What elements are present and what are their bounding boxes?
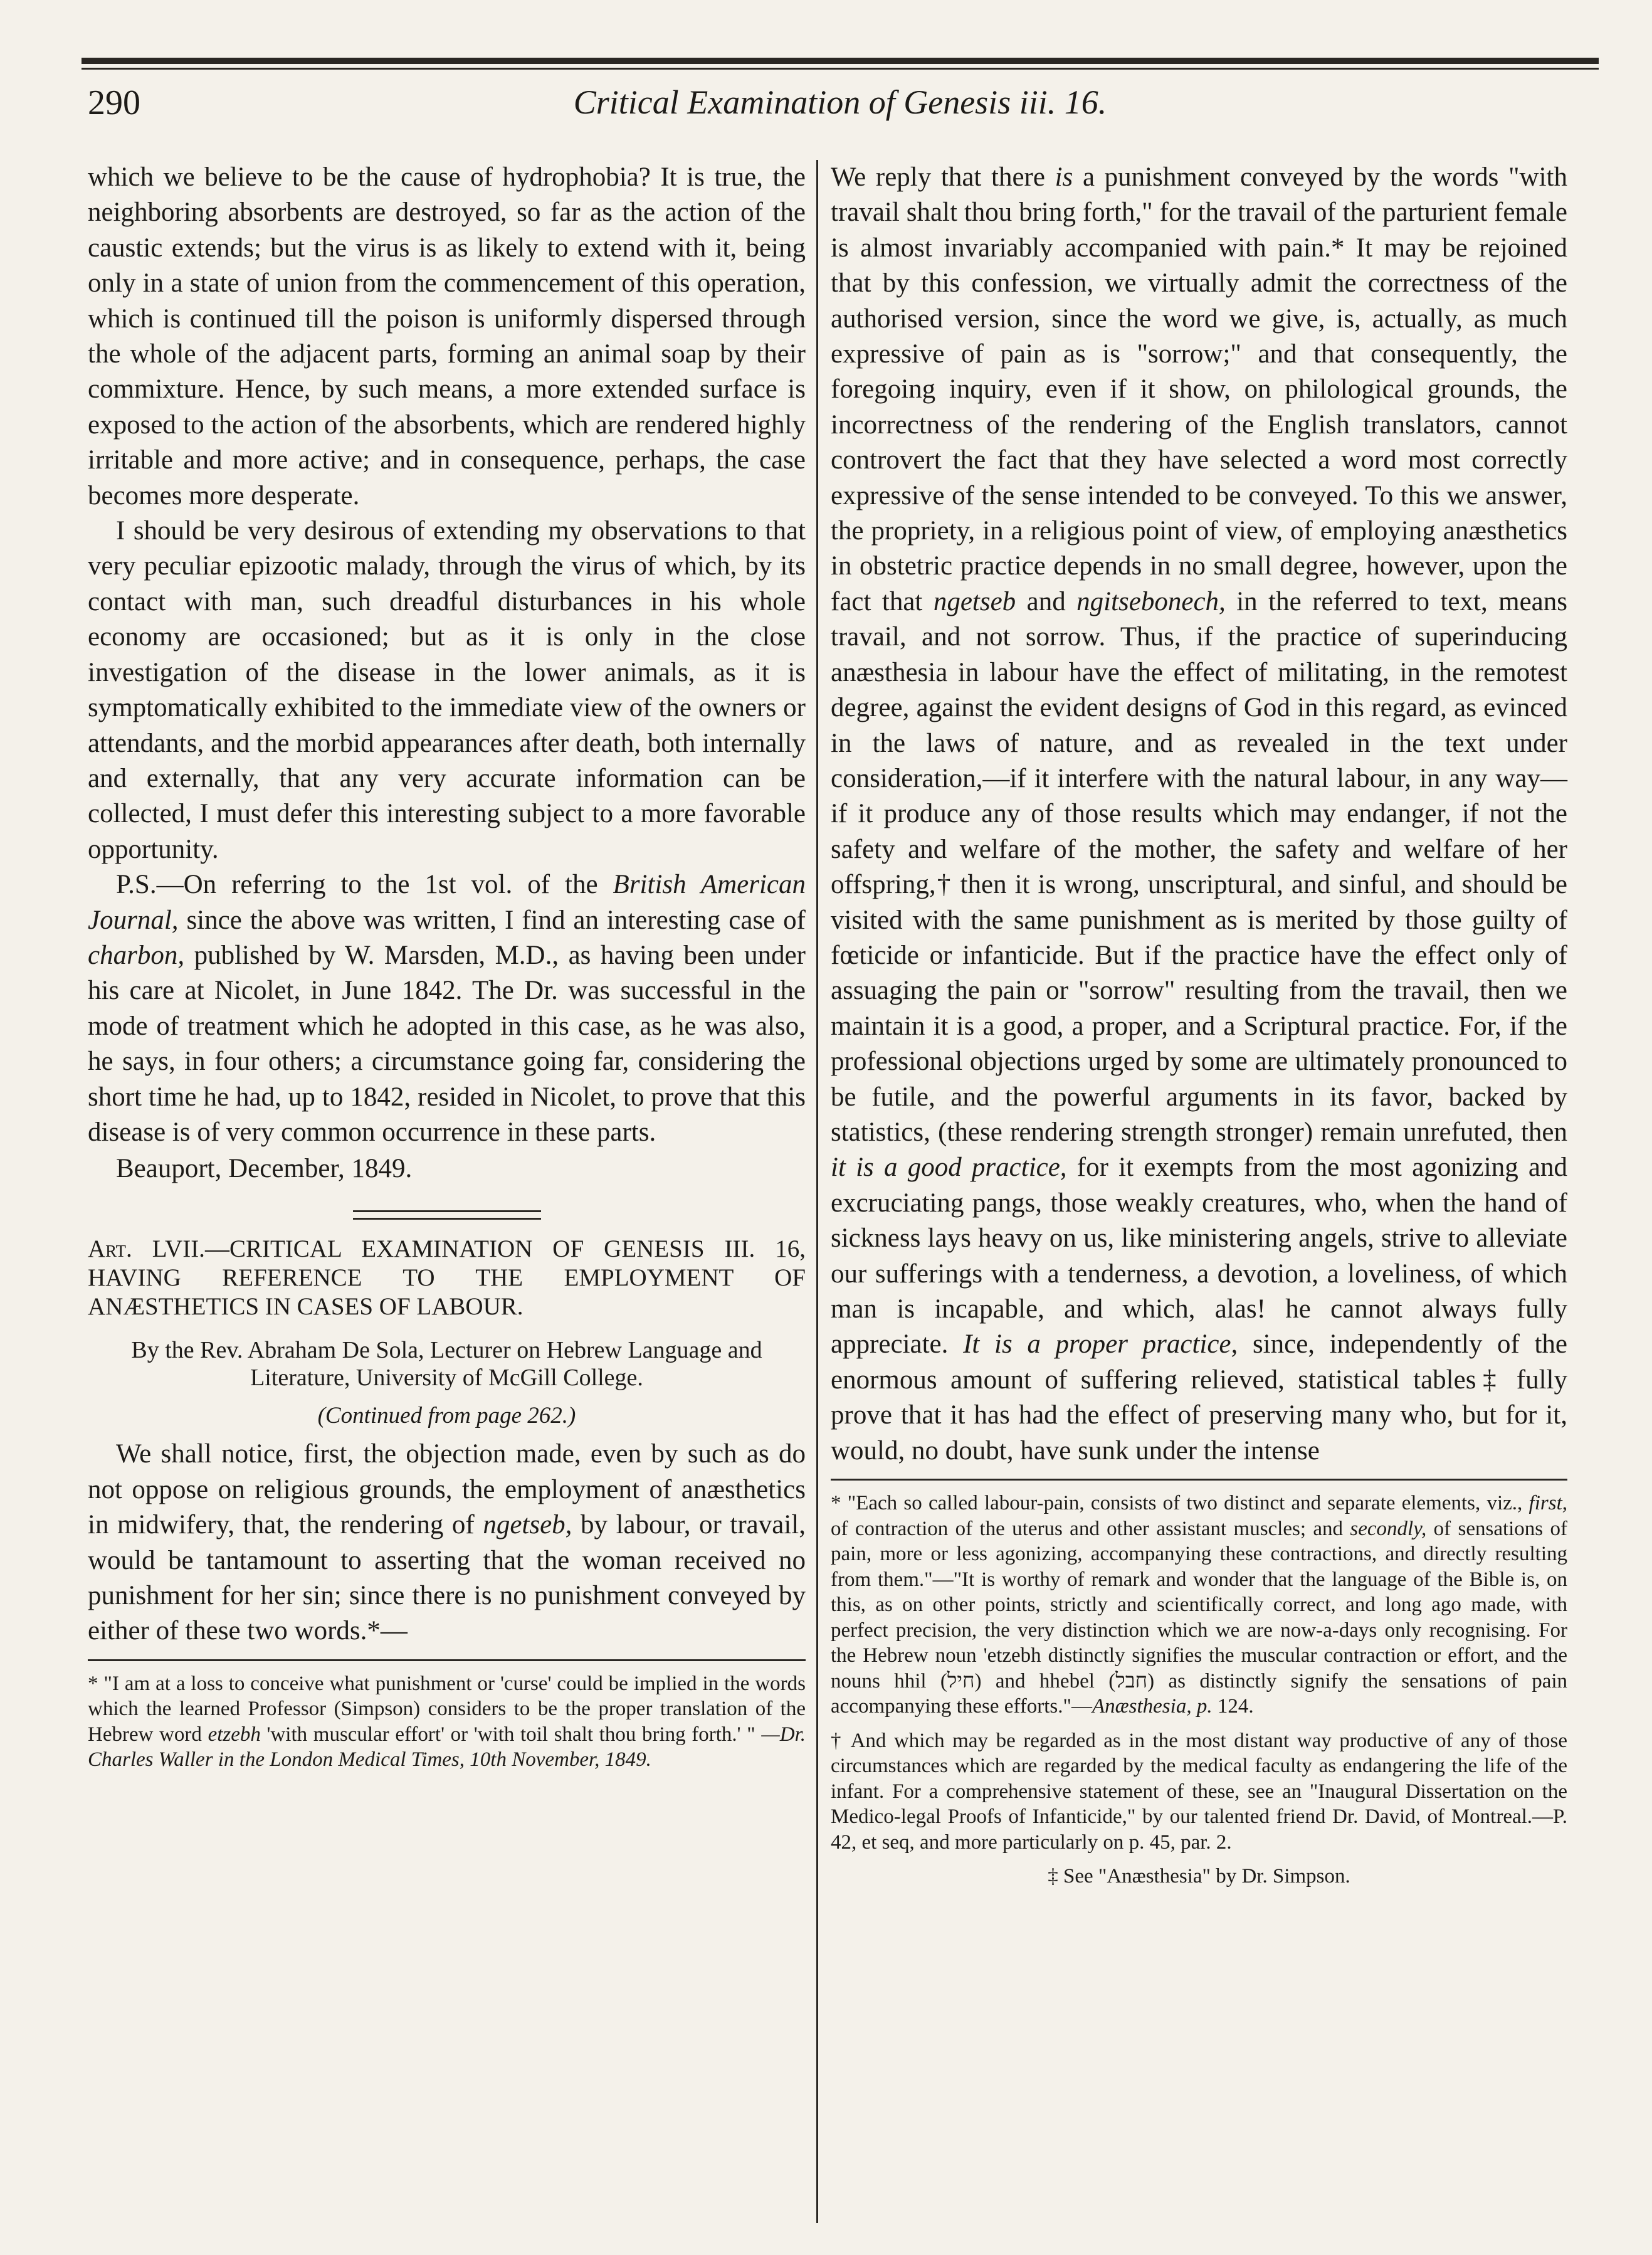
ps-text-e: published by W. Marsden, M.D., as having been under his care at Nicolet, in June 1842. The Dr. was successful in the mode of treatment which he adopted in this case, as he was also, he says, in four others; a circumstance going far, considering the short time he had, up to 1842, resided in Nicolet, to prove that this disease is of very common occurrence in these parts. — [88, 940, 806, 1147]
rp-ngetseb: ngetseb — [933, 586, 1016, 616]
lfn-text-a: * "I am at a loss to conceive what punishment or 'curse' could be implied in the words which the learned Professor (Simpson) considers to be the proper translation of the Hebrew word — [88, 1672, 806, 1746]
rfn1-secondly: secondly, — [1350, 1517, 1427, 1540]
right-paragraph-1 — [831, 160, 1567, 1469]
left-column — [88, 160, 806, 1773]
rp-is: is — [1055, 162, 1073, 192]
ps-charbon: charbon, — [88, 940, 185, 970]
dateline: Beauport, December, 1849. — [116, 1154, 413, 1184]
article-title: —CRITICAL EXAMINATION OF GENESIS III. 16, HAVING REFERENCE TO THE EMPLOYMENT OF ANÆSTHETICS IN CASES OF LABOUR. — [88, 1235, 806, 1321]
continued-note: (Continued from page 262.) — [317, 1403, 576, 1429]
left-paragraph-1: which we believe to be the cause of hydrophobia? It is true, the neighboring absorbents are destroyed, so far as the action of the caustic extends; but the virus is as likely to extend with it, being only in a state of union from the commencement of this operation, which is continued till the poison is uniformly dispersed through the whole of the adjacent parts, forming an animal soap by their commixture. Hence, by such means, a more extended surface is exposed to the action of the absorbents, which are rendered highly irritable and more active; and in consequence, perhaps, the case becomes more desperate. — [88, 162, 806, 510]
lfn-text-c: 'with muscular effort' or 'with toil shalt thou bring forth.' " — [260, 1723, 755, 1746]
top-rule — [82, 58, 1599, 64]
article-byline: By the Rev. Abraham De Sola, Lecturer on Hebrew Language and Literature, University of McGill College. — [131, 1337, 762, 1392]
p3-ngetseb: ngetseb, — [483, 1510, 572, 1540]
rp-k: since, independently of the enormous amount of suffering relieved, statistical tables‡ fully prove that it has had the effect of preserving many who, but for it, would, no doubt, have sunk under the intense — [831, 1329, 1567, 1465]
article-number: Art. LVII. — [88, 1235, 205, 1263]
rp-good-practice: it is a good practice, — [831, 1153, 1067, 1183]
article-heading — [88, 1235, 806, 1321]
rfn1-a: * "Each so called labour-pain, consists of two distinct and separate elements, viz., — [831, 1492, 1529, 1515]
rfn1-c: of contraction of the uterus and other assistant muscles; and — [831, 1517, 1350, 1540]
right-footnote-2: † And which may be regarded as in the most distant way productive of any of those circumstances which are regarded by the medical faculty as endangering the life of the infant. For a comprehensive statement of these, see an "Inaugural Dissertation on the Medico-legal Proofs of Infanticide," by our talented friend Dr. David, of Montreal.—P. 42, et seq, and more particularly on p. 45, par. 2. — [831, 1729, 1567, 1854]
rp-g: in the referred to text, means travail, and not sorrow. Thus, if the practice of superinducing anæsthesia in labour have the effect of militating, in the remotest degree, against the evident designs of God in this regard, as evinced in the laws of nature, and as revealed in the text under consideration,—if it interfere with the natural labour, in any way—if it produce any of those results which may endanger, if not the safety and welfare of the mother, the safety and welfare of her offspring,† then it is wrong, unscriptural, and sinful, and should be visited with the same punishment as is merited by those guilty of fœticide or infanticide. But if the practice have the effect only of assuaging the pain or "sorrow" resulting from the travail, then we maintain it is a good, a proper, and a Scriptural practice. For, if the professional objections urged by some are ultimately pronounced to be futile, and the powerful arguments in its favor, backed by statistics, (these rendering strength stronger) remain unrefuted, then — [831, 586, 1567, 1147]
page-number: 290 — [88, 83, 140, 122]
rp-e: and — [1016, 586, 1077, 616]
left-footnote-rule — [88, 1659, 806, 1661]
lfn-citation: —Dr. Charles Waller in the London Medical Times, 10th November, 1849. — [88, 1723, 806, 1772]
top-rule-thin — [82, 68, 1599, 70]
postscript-paragraph — [88, 867, 806, 1150]
lfn-etzebh: etzebh — [208, 1723, 261, 1746]
page-header — [88, 83, 1592, 139]
running-head: Critical Examination of Genesis iii. 16. — [573, 83, 1107, 121]
rp-ngitsebonech: ngitsebonech, — [1076, 586, 1226, 616]
ps-text-c: since the above was written, I find an interesting case of — [178, 905, 806, 935]
article-separator — [353, 1210, 541, 1220]
rp-a: We reply that there — [831, 162, 1055, 192]
rfn1-first: first, — [1528, 1492, 1567, 1515]
column-divider — [816, 160, 818, 2223]
left-footnote — [88, 1671, 806, 1773]
ps-text-a: P.S.—On referring to the 1st vol. of the — [116, 870, 613, 900]
rfn1-e: of sensations of pain, more or less agonizing, accompanying these contractions, and directly resulting from them."—"It is worthy of remark and wonder that the language of the Bible is, on this, as on other points, strictly and scientifically correct, and long ago made, with perfect precision, the very distinction which we are now-a-days only recognising. For the Hebrew noun 'etzebh distinctly signifies the muscular contraction or effort, and the nouns hhil (חיל) and hhebel (חבל) as distinctly signify the sensations of pain accompanying these efforts."— — [831, 1517, 1568, 1718]
left-paragraph-3 — [88, 1437, 806, 1649]
right-footnote-rule — [831, 1479, 1567, 1481]
rfn1-g: 124. — [1212, 1695, 1254, 1718]
right-footnote-3: ‡ See "Anæsthesia" by Dr. Simpson. — [1048, 1865, 1350, 1888]
p3-text-a: We shall notice, first, the objection made, even by such as do not oppose on religious grounds, the employment of anæsthetics in midwifery, that, the rendering of — [88, 1439, 806, 1540]
rfn1-source: Anæsthesia, p. — [1092, 1695, 1213, 1718]
ps-journal-title: British American Journal, — [88, 870, 806, 935]
p3-text-c: by labour, or travail, would be tantamount to asserting that the woman received no punishment for her sin; since there is no punishment conveyed by either of these two words.*— — [88, 1510, 806, 1646]
rp-i: for it exempts from the most agonizing and excruciating pangs, those weakly creatures, who, when the hand of sickness lays heavy on us, like ministering angels, strive to alleviate our sufferings with a tenderness, a devotion, a loveliness, of which man is incapable, and which, alas! he cannot always fully appreciate. — [831, 1153, 1567, 1360]
right-column — [831, 160, 1567, 1889]
rp-proper-practice: It is a proper practice, — [963, 1329, 1238, 1360]
left-paragraph-2: I should be very desirous of extending my observations to that very peculiar epizootic malady, through the virus of which, by its contact with man, such dreadful disturbances in his whole economy are occasioned; but as it is only in the close investigation of the disease in the lower animals, as it is symptomatically exhibited to the immediate view of the owners or attendants, and the morbid appearances after death, both internally and externally, that any very accurate information can be collected, I must defer this interesting subject to a more favorable opportunity. — [88, 516, 806, 864]
right-footnote-1 — [831, 1491, 1567, 1719]
rp-c: a punishment conveyed by the words "with travail shalt thou bring forth," for the travail of the parturient female is almost invariably accompanied with pain.* It may be rejoined that by this confession, we virtually admit the correctness of the authorised version, since the word we give, is, actually, as much expressive of pain as is "sorrow;" and that consequently, the foregoing inquiry, even if it show, on philological grounds, the incorrectness of the rendering of the English translators, cannot controvert the fact that they have selected a word most correctly expressive of the sense intended to be conveyed. To this we answer, the propriety, in a religious point of view, of employing anæsthetics in obstetric practice depends in no small degree, however, upon the fact that — [831, 162, 1568, 616]
